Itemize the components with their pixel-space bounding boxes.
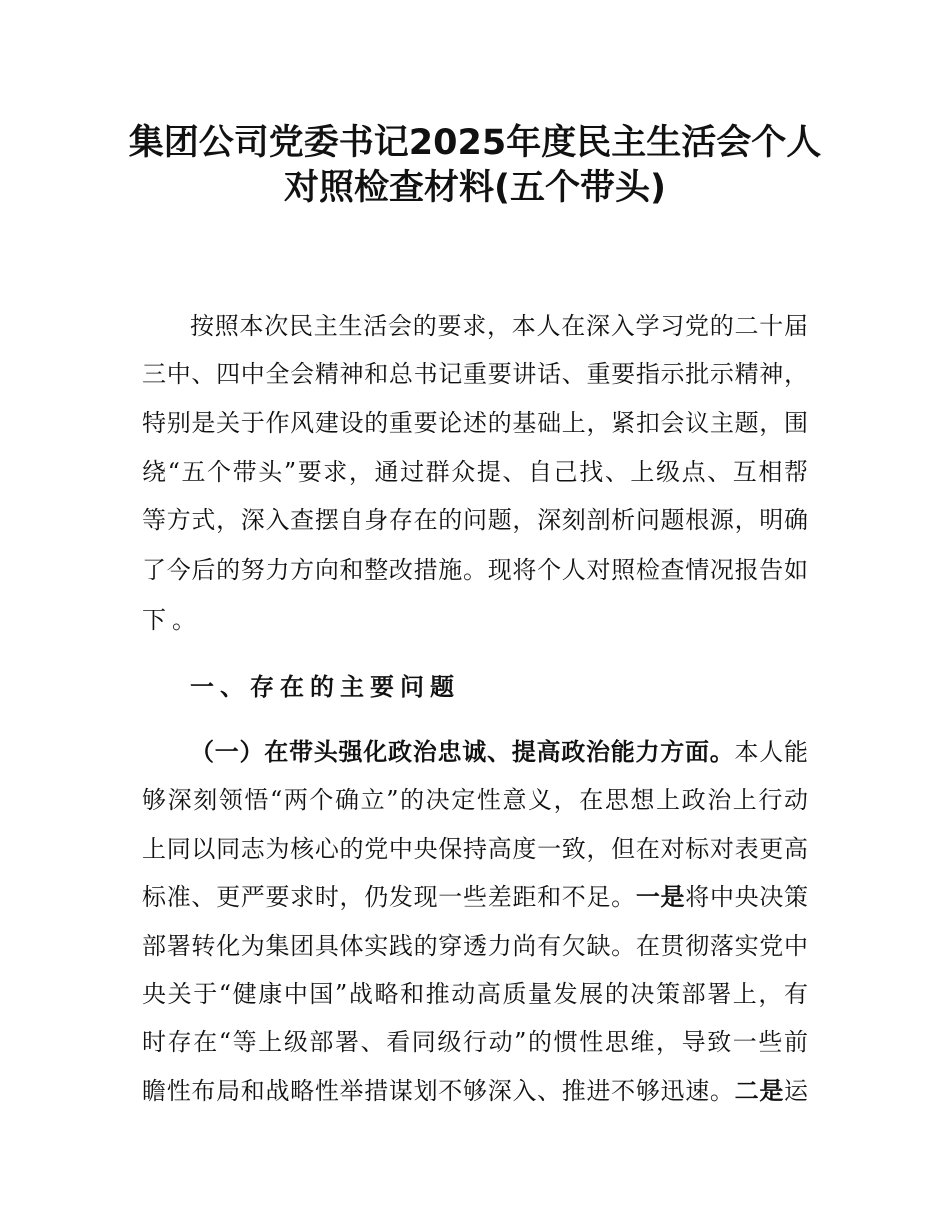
document-title-line-1: 集团公司党委书记2025年度民主生活会个人 <box>128 123 822 163</box>
body-text-line <box>142 979 808 1009</box>
document-title-line-2: 对照检查材料(五个带头) <box>284 168 666 208</box>
text: 三中、四中全会精神和总书记重要讲话、重要指示批示精神， <box>142 360 808 388</box>
body-text-line <box>142 605 808 635</box>
text: 按照本次民主生活会的要求，本人在深入学习党的二十届 <box>190 312 808 340</box>
text: 将中央决策 <box>685 883 809 911</box>
body-text-line <box>142 1076 808 1106</box>
text: 本人能 <box>734 738 808 766</box>
text: 央关于“健康中国”战略和推动高质量发展的决策部署上，有 <box>142 980 808 1008</box>
body-text-line <box>142 931 808 961</box>
bold-text: 一、存在的主要问题 <box>190 673 460 701</box>
body-text-line <box>142 785 808 815</box>
bold-text: 二是 <box>734 1077 785 1105</box>
body-text-line <box>142 457 808 487</box>
body-text-line <box>142 882 808 912</box>
bold-text: （一）在带头强化政治忠诚、提高政治能力方面。 <box>190 738 735 766</box>
text: 瞻性布局和战略性举措谋划不够深入、推进不够迅速。 <box>142 1077 735 1105</box>
body-text-line <box>142 555 808 585</box>
text: 了今后的努力方向和整改措施。现将个人对照检查情况报告如 <box>142 556 808 584</box>
body-text-line <box>142 834 808 864</box>
bold-text: 一是 <box>635 883 686 911</box>
text: 时存在“等上级部署、看同级行动”的惯性思维，导致一些前 <box>142 1028 808 1056</box>
body-text-line <box>190 311 808 341</box>
text: 部署转化为集团具体实践的穿透力尚有欠缺。在贯彻落实党中 <box>142 932 808 960</box>
body-text-line <box>142 408 808 438</box>
text: 标准、更严要求时，仍发现一些差距和不足。 <box>142 883 636 911</box>
text: 上同以同志为核心的党中央保持高度一致，但在对标对表更高 <box>142 835 808 863</box>
text: 等方式，深入查摆自身存在的问题，深刻剖析问题根源，明确 <box>142 506 808 534</box>
body-text-line <box>190 737 808 767</box>
text: 够深刻领悟“两个确立”的决定性意义，在思想上政治上行动 <box>142 786 808 814</box>
section-heading <box>190 672 808 702</box>
text: 运 <box>784 1077 809 1105</box>
text: 特别是关于作风建设的重要论述的基础上，紧扣会议主题，围 <box>142 409 808 437</box>
body-text-line <box>142 1027 808 1057</box>
body-text-line <box>142 505 808 535</box>
body-text-line <box>142 359 808 389</box>
text: 绕“五个带头”要求，通过群众提、自己找、上级点、互相帮 <box>142 458 808 486</box>
text: 下。 <box>142 606 202 634</box>
